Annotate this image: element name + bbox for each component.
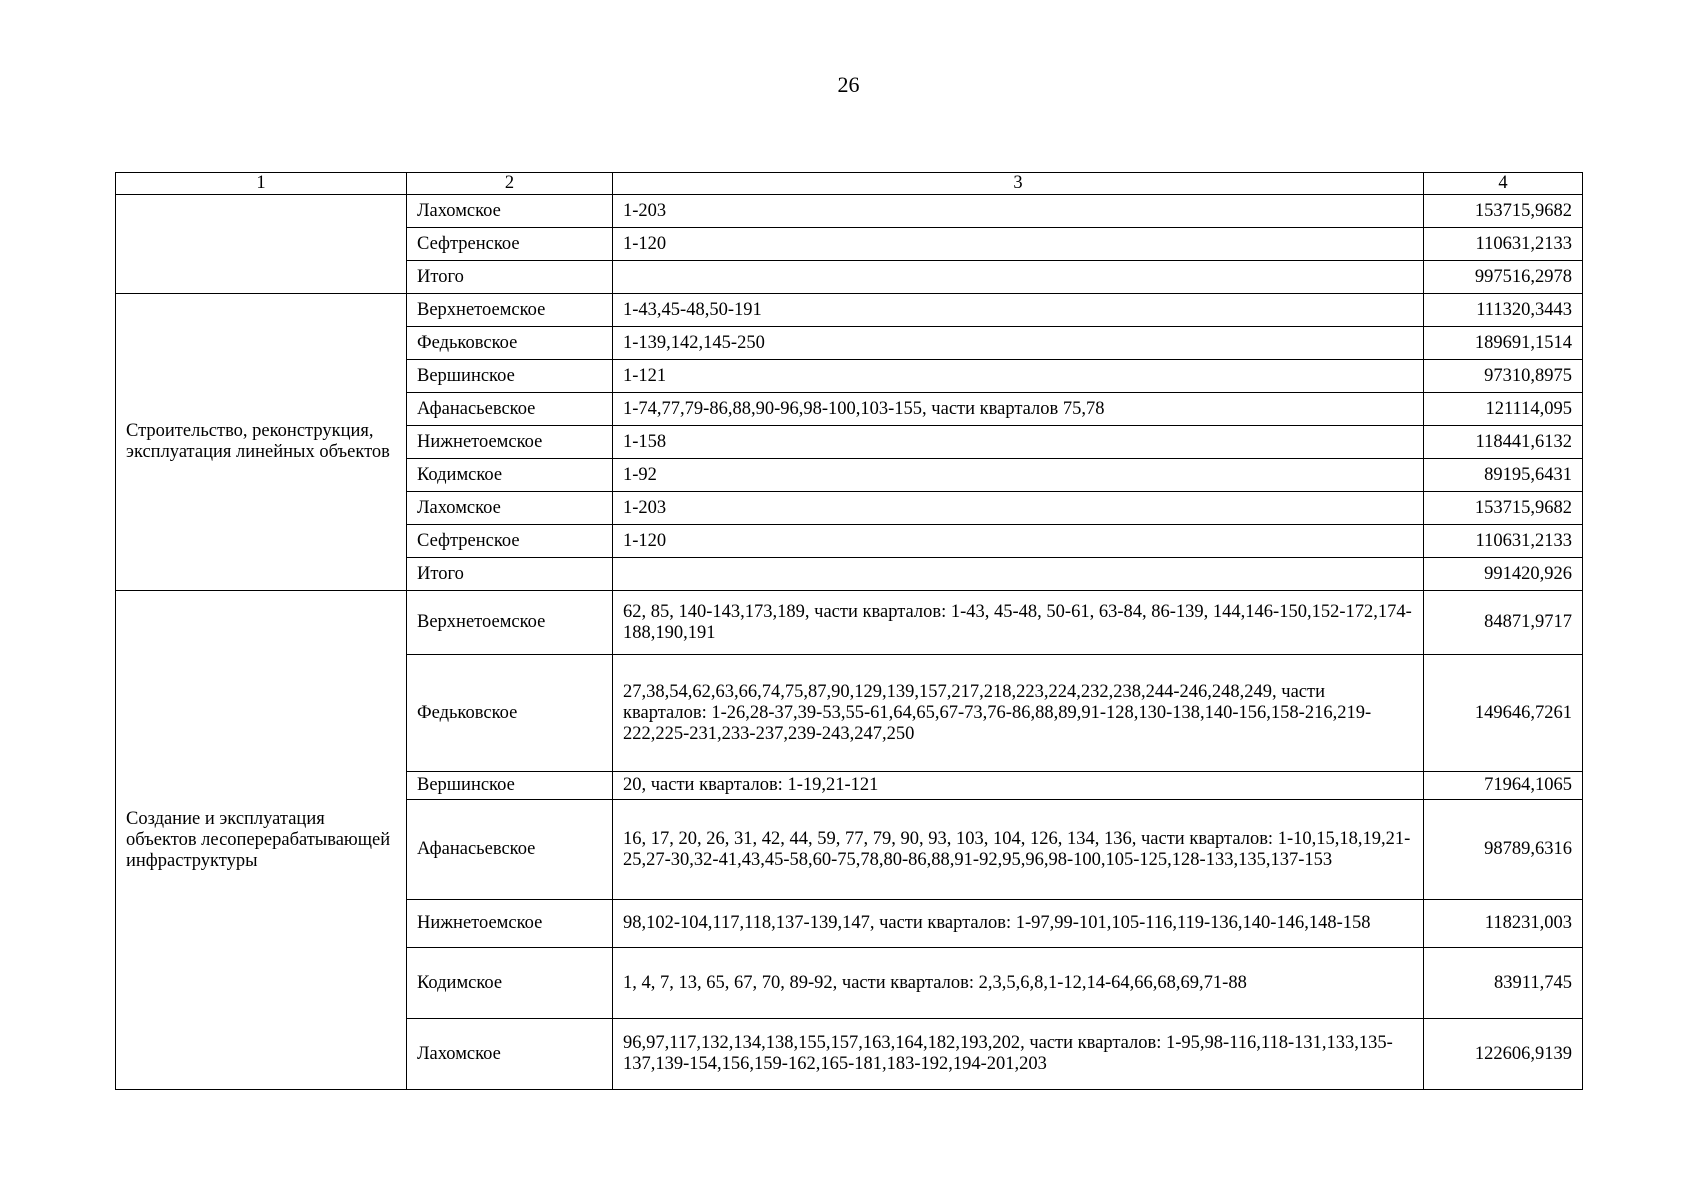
table-row: [116, 591, 1583, 655]
area-cell: 991420,926: [1424, 558, 1583, 591]
forestry-cell: Верхнетоемское: [407, 294, 613, 327]
forestry-cell: Итого: [407, 558, 613, 591]
forestry-cell: Кодимское: [407, 459, 613, 492]
column-number: 4: [1424, 173, 1583, 195]
forestry-cell: Нижнетоемское: [407, 426, 613, 459]
area-cell: 110631,2133: [1424, 228, 1583, 261]
quarters-cell: [613, 558, 1424, 591]
area-cell: 149646,7261: [1424, 655, 1583, 772]
area-cell: 110631,2133: [1424, 525, 1583, 558]
area-cell: 84871,9717: [1424, 591, 1583, 655]
area-cell: 122606,9139: [1424, 1019, 1583, 1090]
area-cell: 121114,095: [1424, 393, 1583, 426]
forestry-cell: Сефтренское: [407, 525, 613, 558]
area-cell: 89195,6431: [1424, 459, 1583, 492]
column-number: 3: [613, 173, 1424, 195]
area-cell: 118231,003: [1424, 900, 1583, 948]
quarters-cell: 1-120: [613, 525, 1424, 558]
forestry-cell: Вершинское: [407, 772, 613, 800]
quarters-cell: 1-121: [613, 360, 1424, 393]
column-number: 2: [407, 173, 613, 195]
forestry-cell: Лахомское: [407, 195, 613, 228]
column-number-row: [116, 173, 1583, 195]
quarters-cell: 98,102-104,117,118,137-139,147, части кварталов: 1-97,99-101,105-116,119-136,140-146,148-158: [613, 900, 1424, 948]
quarters-cell: 1, 4, 7, 13, 65, 67, 70, 89-92, части кварталов: 2,3,5,6,8,1-12,14-64,66,68,69,71-88: [613, 948, 1424, 1019]
activity-cell: Строительство, реконструкция, эксплуатация линейных объектов: [116, 294, 407, 591]
quarters-cell: 1-74,77,79-86,88,90-96,98-100,103-155, части кварталов 75,78: [613, 393, 1424, 426]
table-row: [116, 294, 1583, 327]
quarters-cell: 20, части кварталов: 1-19,21-121: [613, 772, 1424, 800]
activity-cell: [116, 195, 407, 294]
area-cell: 83911,745: [1424, 948, 1583, 1019]
forestry-cell: Федьковское: [407, 655, 613, 772]
quarters-cell: 27,38,54,62,63,66,74,75,87,90,129,139,157,217,218,223,224,232,238,244-246,248,249, части кварталов: 1-26,28-37,39-53,55-61,64,65,67-73,76-86,88,89,91-128,130-138,140-156,158-216,219-222,225-231,233-237,239-243,247,250: [613, 655, 1424, 772]
page-number: 26: [837, 72, 860, 97]
area-cell: 98789,6316: [1424, 800, 1583, 900]
forestry-cell: Лахомское: [407, 492, 613, 525]
area-cell: 118441,6132: [1424, 426, 1583, 459]
quarters-cell: 1-43,45-48,50-191: [613, 294, 1424, 327]
table-row: [116, 195, 1583, 228]
forestry-cell: Нижнетоемское: [407, 900, 613, 948]
activity-cell: Создание и эксплуатация объектов лесоперерабатывающей инфраструктуры: [116, 591, 407, 1090]
quarters-cell: 1-92: [613, 459, 1424, 492]
area-cell: 153715,9682: [1424, 492, 1583, 525]
area-cell: 189691,1514: [1424, 327, 1583, 360]
column-number: 1: [116, 173, 407, 195]
quarters-cell: 1-139,142,145-250: [613, 327, 1424, 360]
forestry-cell: Верхнетоемское: [407, 591, 613, 655]
area-cell: 153715,9682: [1424, 195, 1583, 228]
forestry-cell: Итого: [407, 261, 613, 294]
area-cell: 71964,1065: [1424, 772, 1583, 800]
forest-use-table: [115, 172, 1583, 1090]
forestry-cell: Афанасьевское: [407, 393, 613, 426]
quarters-cell: 62, 85, 140-143,173,189, части кварталов: 1-43, 45-48, 50-61, 63-84, 86-139, 144,146-150,152-172,174-188,190,191: [613, 591, 1424, 655]
area-cell: 97310,8975: [1424, 360, 1583, 393]
forestry-cell: Афанасьевское: [407, 800, 613, 900]
forestry-cell: Вершинское: [407, 360, 613, 393]
area-cell: 111320,3443: [1424, 294, 1583, 327]
quarters-cell: 1-203: [613, 492, 1424, 525]
quarters-cell: [613, 261, 1424, 294]
forestry-cell: Кодимское: [407, 948, 613, 1019]
area-cell: 997516,2978: [1424, 261, 1583, 294]
quarters-cell: 96,97,117,132,134,138,155,157,163,164,182,193,202, части кварталов: 1-95,98-116,118-131,133,135-137,139-154,156,159-162,165-181,183-192,194-201,203: [613, 1019, 1424, 1090]
quarters-cell: 1-203: [613, 195, 1424, 228]
forestry-cell: Федьковское: [407, 327, 613, 360]
forestry-cell: Сефтренское: [407, 228, 613, 261]
quarters-cell: 16, 17, 20, 26, 31, 42, 44, 59, 77, 79, 90, 93, 103, 104, 126, 134, 136, части кварталов: 1-10,15,18,19,21-25,27-30,32-41,43,45-58,60-75,78,80-86,88,91-92,95,96,98-100,105-125,128-133,135,137-153: [613, 800, 1424, 900]
forestry-cell: Лахомское: [407, 1019, 613, 1090]
quarters-cell: 1-120: [613, 228, 1424, 261]
quarters-cell: 1-158: [613, 426, 1424, 459]
